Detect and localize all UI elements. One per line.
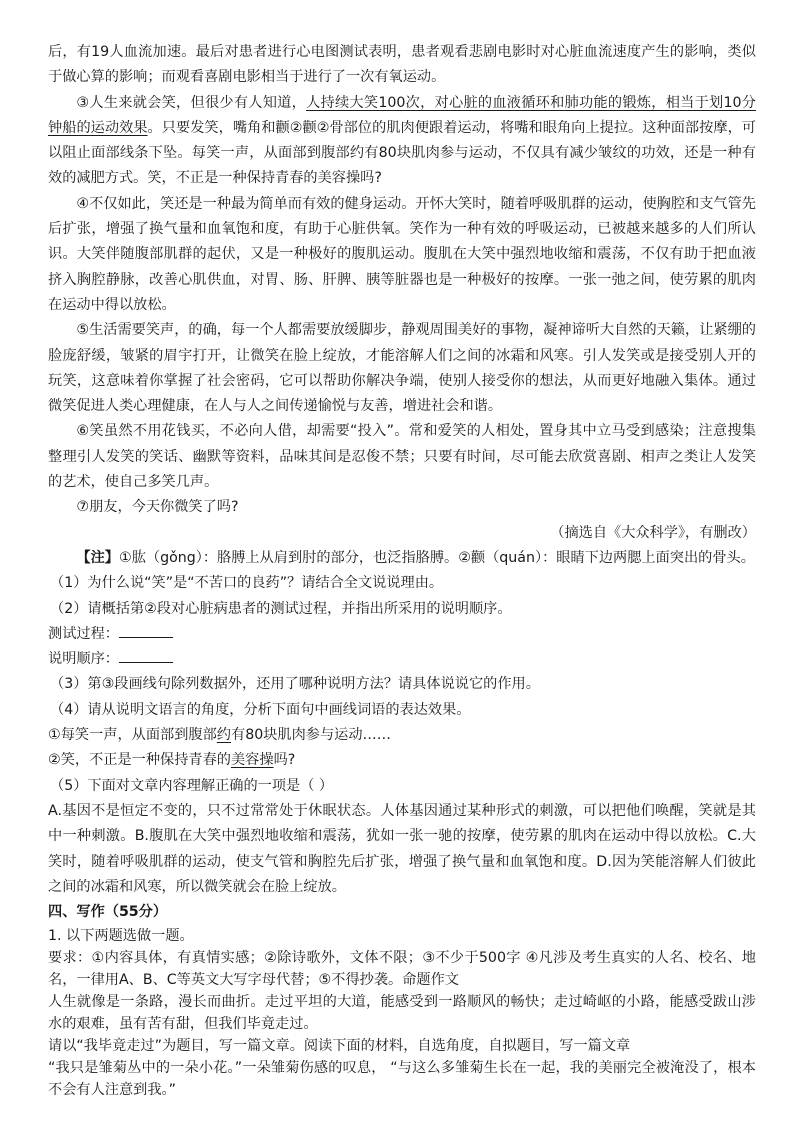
writing-heading: 四、写作（55分） bbox=[48, 904, 168, 921]
question-3: （3）第③段画线句除列数据外，还用了哪种说明方法？请具体说说它的作用。 bbox=[50, 676, 540, 693]
paragraph-5: ⑤生活需要笑声，的确，每一个人都需要放缓脚步，静观周围美好的事物，凝神谛听大自然的天籁，让紧绷的脸庞舒缓，皱紧的眉宇打开，让微笑在脸上绽放，才能溶解人们之间的冰霜和风寒。引人发笑或是接受别人开的玩笑，这意味着你掌握了社会密码，它可以帮助你解决争端，使别人接受你的想法，从而更好地融入集体。通过微笑促进人类心理健康，在人与人之间传递愉悦与友善，增进社会和谐。 bbox=[48, 322, 756, 415]
writing-requirements: 要求：①内容具体，有真情实感；②除诗歌外，文体不限；③不少于500字 ④凡涉及考生真实的人名、校名、地名，一律用A、B、C等英文大写字母代替；⑤不得抄袭。命题作文 bbox=[48, 950, 756, 989]
writing-prompt-1: 人生就像是一条路，漫长而曲折。走过平坦的大道，能感受到一路顺风的畅快；走过崎岖的小路，能感受跋山涉水的艰难，虽有苦有甜，但我们毕竟走过。 bbox=[48, 994, 756, 1033]
q4-2-underlined: 美容操 bbox=[230, 752, 274, 769]
q4-1-text: ①每笑一声，从面部到腹部 bbox=[48, 727, 217, 744]
q4-2-rest: 吗? bbox=[273, 752, 296, 769]
test-process-line bbox=[48, 622, 756, 647]
q4-1-underlined: 约 bbox=[216, 727, 231, 744]
paragraph-4: ④不仅如此，笑还是一种最为简单而有效的健身运动。开怀大笑时，随着呼吸肌群的运动，使胸腔和支气管先后扩张，增强了换气量和血氧饱和度，有助于心脏供氧。笑作为一种有效的呼吸运动，已被越来越多的人们所认识。大笑伴随腹部肌群的起伏，又是一种极好的腹肌运动。腹肌在大笑中强烈地收缩和震荡，不仅有助于把血液挤入胸腔静脉，改善心肌供血，对胃、肠、肝脾、胰等脏器也是一种极好的按摩。一张一弛之间，使劳累的肌肉在运动中得以放松。 bbox=[48, 195, 756, 313]
test-process-blank[interactable] bbox=[119, 623, 173, 638]
annotation-note bbox=[48, 546, 756, 571]
question-5: （5）下面对文章内容理解正确的一项是（ ） bbox=[50, 777, 334, 794]
note-mark: 【注】 bbox=[76, 549, 119, 566]
paragraph-intro: 后，有19人血流加速。最后对患者进行心电图测试表明，患者观看悲剧电影时对心脏血流速度产生的影响，类似于做心算的影响；而观看喜剧电影相当于进行了一次有氧运动。 bbox=[48, 44, 756, 86]
explain-order-blank[interactable] bbox=[119, 648, 173, 663]
paragraph-3-rest: 。只要发笑，嘴角和颧②颧②骨部位的肌肉便跟着运动，将嘴和眼角向上提拉。这种面部按摩，可以阻止面部线条下坠。每笑一声，从面部到腹部约有80块肌肉参与运动，不仅具有减少皱纹的功效，还是一种有效的减肥方式。笑，不正是一种保持青春的美容操吗? bbox=[48, 119, 756, 187]
paragraph-3 bbox=[48, 91, 756, 192]
question-4-item-1 bbox=[48, 723, 756, 748]
q4-1-rest: 有80块肌肉参与运动…… bbox=[231, 727, 391, 744]
paragraph-3-start: ③人生来就会笑，但很少有人知道， bbox=[76, 94, 307, 111]
paragraph-7: ⑦朋友，今天你微笑了吗? bbox=[76, 499, 239, 516]
q4-2-text: ②笑，不正是一种保持青春的 bbox=[48, 752, 231, 769]
explain-order-label: 说明顺序： bbox=[48, 651, 119, 668]
writing-item-1: 1. 以下两题选做一题。 bbox=[48, 928, 194, 945]
document-page bbox=[48, 40, 756, 1101]
source-citation: （摘选自《大众科学》，有删改） bbox=[550, 524, 756, 541]
question-5-options: A.基因不是恒定不变的，只不过常常处于休眠状态。人体基因通过某种形式的刺激，可以把他们唤醒，笑就是其中一种刺激。B.腹肌在大笑中强烈地收缩和震荡，犹如一张一驰的按摩，使劳累的肌肉在运动中得以放松。C.大笑时，随着呼吸肌群的运动，使支气管和胸腔先后扩张，增强了换气量和血氧饱和度。D.因为笑能溶解人们彼此之间的冰霜和风寒，所以微笑就会在脸上绽放。 bbox=[48, 802, 756, 895]
test-process-label: 测试过程： bbox=[48, 625, 119, 642]
question-2: （2）请概括第②段对心脏病患者的测试过程，并指出所采用的说明顺序。 bbox=[50, 600, 512, 617]
paragraph-6: ⑥笑虽然不用花钱买，不必向人借，却需要“投入”。常和爱笑的人相处，置身其中立马受到感染；注意搜集整理引人发笑的笑话、幽默等资料，品味其间是忍俊不禁；只要有时间，尽可能去欣赏喜剧、相声之类让人发笑的艺术，使自己多笑几声。 bbox=[48, 423, 756, 491]
underlined-sentence: 人持续大笑100次，对心脏的血液循环和肺功能的锻炼，相当于划10分钟船的运动效果 bbox=[48, 94, 756, 136]
question-4: （4）请从说明文语言的角度，分析下面句中画线词语的表达效果。 bbox=[50, 701, 471, 718]
question-4-item-2 bbox=[48, 748, 756, 773]
note-text: ①肱（gǒng）：胳膊上从肩到肘的部分，也泛指胳膊。②颧（quán）：眼睛下边两腮上面突出的骨头。 bbox=[118, 549, 755, 566]
explain-order-line bbox=[48, 647, 756, 672]
writing-prompt-3: “我只是雏菊丛中的一朵小花。”一朵雏菊伤感的叹息， “与这么多雏菊生长在一起，我的美丽完全被淹没了，根本不会有人注意到我。” bbox=[48, 1060, 756, 1099]
writing-prompt-2: 请以“我毕竟走过”为题目，写一篇文章。阅读下面的材料，自选角度，自拟题目，写一篇文章 bbox=[48, 1038, 631, 1055]
question-1: （1）为什么说“笑”是“不苦口的良药”？请结合全文说说理由。 bbox=[50, 575, 444, 592]
